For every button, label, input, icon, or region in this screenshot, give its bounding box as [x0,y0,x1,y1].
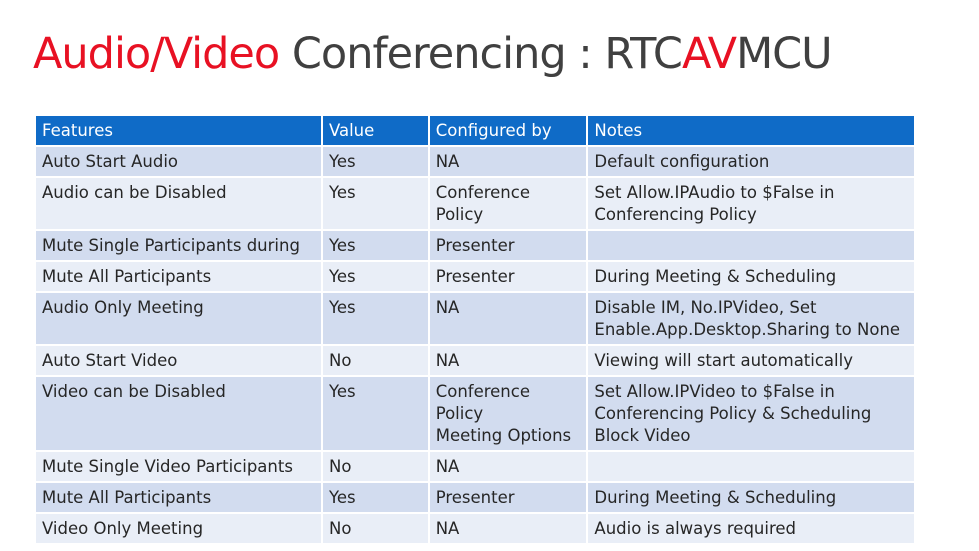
cell-configured-by: NA [429,345,588,376]
table-row [35,292,915,345]
table-row [35,146,915,177]
cell-feature: Mute All Participants [35,261,322,292]
cell-value: No [322,345,429,376]
table-row [35,513,915,544]
cell-feature: Mute Single Participants during [35,230,322,261]
cell-notes: Set Allow.IPVideo to $False in Conferencing Policy & Scheduling Block Video [587,376,915,451]
cell-configured-by: Conference Policy [429,177,588,230]
cell-notes: Audio is always required [587,513,915,544]
table-header-row [35,115,915,146]
table-row [35,230,915,261]
table-row [35,345,915,376]
title-mcu: MCU [736,29,832,79]
cell-value: Yes [322,376,429,451]
cell-notes: Viewing will start automatically [587,345,915,376]
table-row [35,177,915,230]
cell-value: Yes [322,482,429,513]
cell-feature: Video can be Disabled [35,376,322,451]
cell-configured-by: NA [429,146,588,177]
cell-notes: During Meeting & Scheduling [587,261,915,292]
cell-value: No [322,451,429,482]
cell-configured-by: Presenter [429,230,588,261]
cell-configured-by: NA [429,513,588,544]
cell-notes: Disable IM, No.IPVideo, Set Enable.App.Desktop.Sharing to None [587,292,915,345]
table-row [35,451,915,482]
cell-feature: Mute All Participants [35,482,322,513]
cell-notes: During Meeting & Scheduling [587,482,915,513]
cell-feature: Audio Only Meeting [35,292,322,345]
cell-configured-by: NA [429,292,588,345]
cell-value: Yes [322,292,429,345]
cell-value: No [322,513,429,544]
cell-feature: Auto Start Video [35,345,322,376]
title-conferencing: Conferencing : RTC [279,29,682,79]
header-notes: Notes [587,115,915,146]
cell-configured-by: Presenter [429,482,588,513]
cell-configured-by: Presenter [429,261,588,292]
table-row [35,261,915,292]
cell-notes: Set Allow.IPAudio to $False in Conferencing Policy [587,177,915,230]
table-row [35,376,915,451]
page-title [33,26,832,82]
cell-notes: Default configuration [587,146,915,177]
cell-feature: Auto Start Audio [35,146,322,177]
cell-configured-by: NA [429,451,588,482]
cell-notes [587,230,915,261]
cell-feature: Mute Single Video Participants [35,451,322,482]
table-row [35,482,915,513]
header-features: Features [35,115,322,146]
cell-value: Yes [322,261,429,292]
cell-value: Yes [322,230,429,261]
features-table [34,114,916,545]
title-audio-video: Audio/Video [33,29,280,79]
cell-feature: Video Only Meeting [35,513,322,544]
title-av: AV [681,29,737,79]
cell-value: Yes [322,177,429,230]
cell-value: Yes [322,146,429,177]
cell-notes [587,451,915,482]
cell-feature: Audio can be Disabled [35,177,322,230]
header-configured-by: Configured by [429,115,588,146]
header-value: Value [322,115,429,146]
cell-configured-by: Conference Policy Meeting Options [429,376,588,451]
